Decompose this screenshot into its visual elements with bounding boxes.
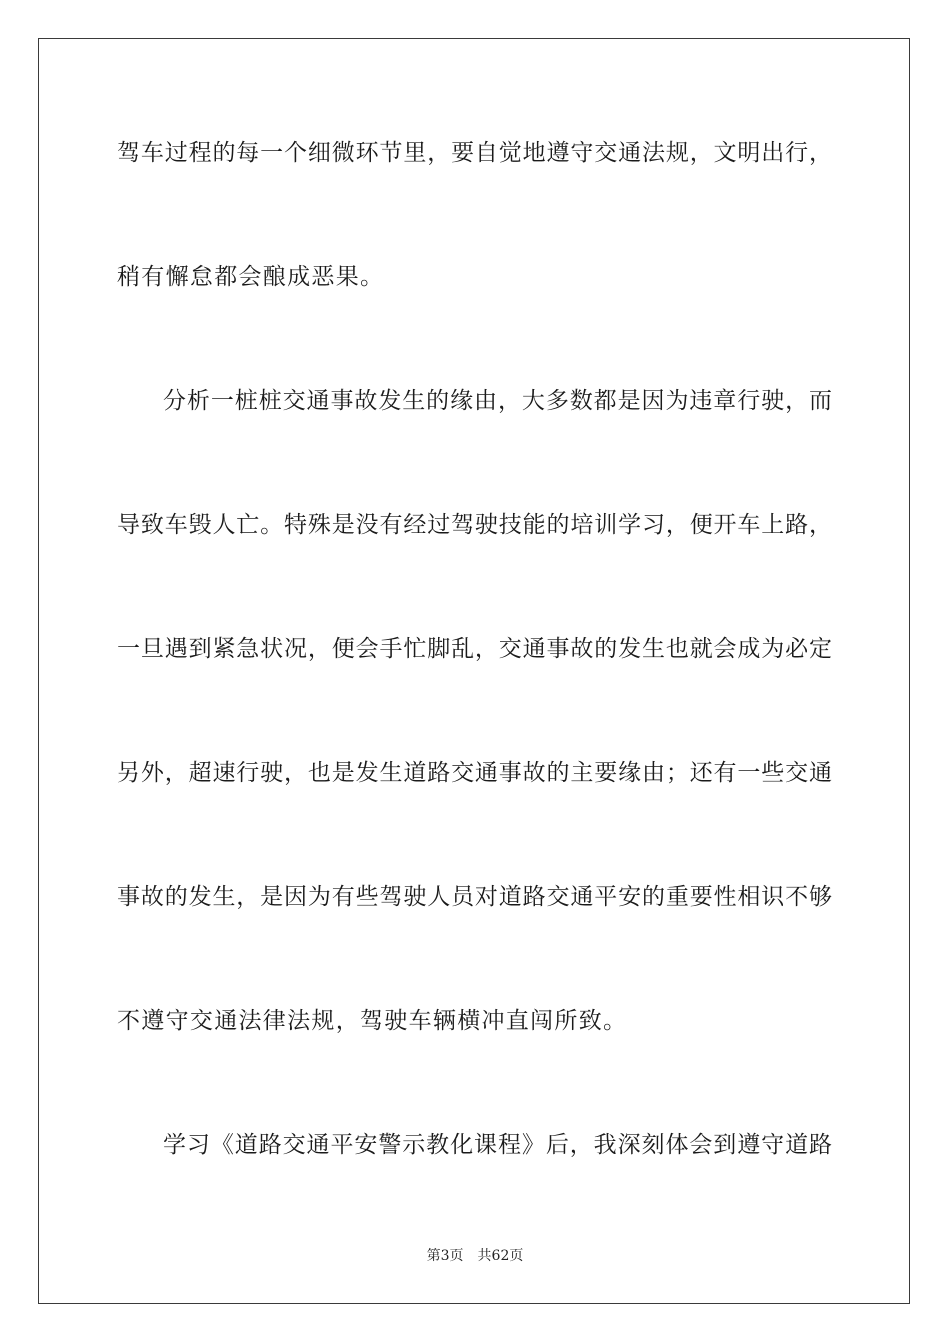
text-line: 事故的发生，是因为有些驾驶人员对道路交通平安的重要性相识不够 xyxy=(117,884,832,910)
total-pages-label: 共62页 xyxy=(477,1248,524,1264)
text-line: 分析一桩桩交通事故发生的缘由，大多数都是因为违章行驶，而 xyxy=(163,388,832,414)
text-line: 导致车毁人亡。特殊是没有经过驾驶技能的培训学习，便开车上路， xyxy=(117,512,832,538)
text-line: 另外，超速行驶，也是发生道路交通事故的主要缘由；还有一些交通 xyxy=(117,760,832,786)
text-line: 一旦遇到紧急状况，便会手忙脚乱，交通事故的发生也就会成为必定 xyxy=(117,636,832,662)
text-line: 驾车过程的每一个细微环节里，要自觉地遵守交通法规，文明出行， xyxy=(117,140,832,166)
page-border xyxy=(38,38,910,1304)
text-line: 不遵守交通法律法规，驾驶车辆横冲直闯所致。 xyxy=(117,1008,628,1034)
text-line: 稍有懈怠都会酿成恶果。 xyxy=(117,264,385,290)
text-line: 学习《道路交通平安警示教化课程》后，我深刻体会到遵守道路 xyxy=(163,1132,832,1158)
current-page-label: 第3页 xyxy=(426,1248,464,1264)
page-footer xyxy=(0,1246,950,1266)
